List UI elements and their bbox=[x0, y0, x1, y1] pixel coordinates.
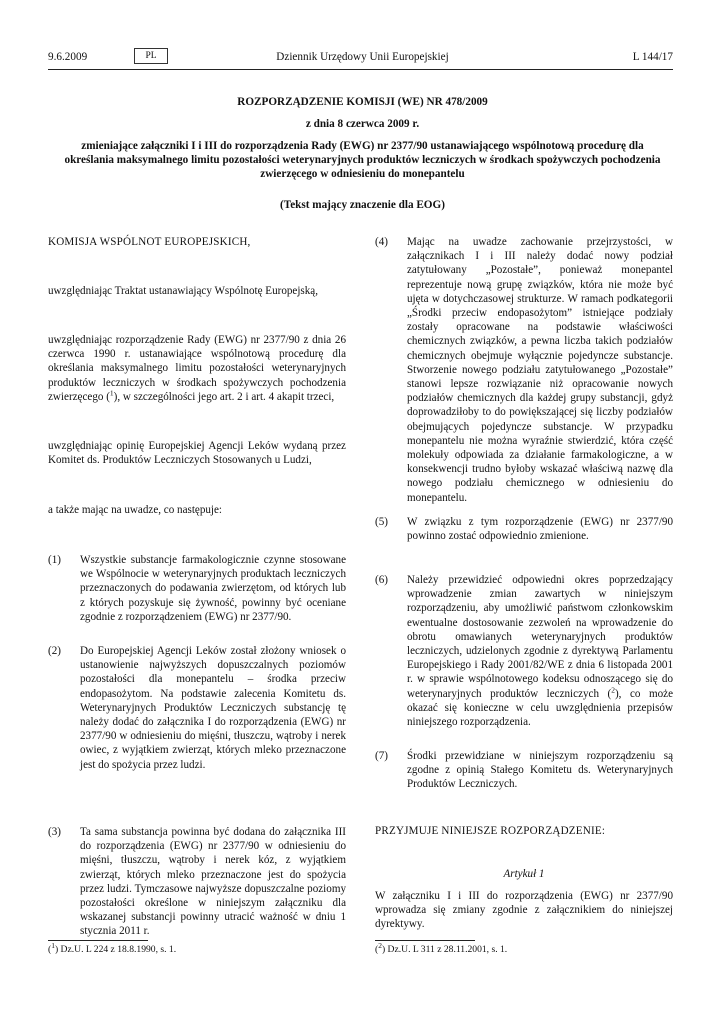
recital-item: (7) Środki przewidziane w niniejszym rozporządzeniu są zgodne z opinią Stałego Komitetu ds. Weterynaryjnych Produktów Leczniczych. bbox=[375, 750, 673, 791]
recital-item: (4) Mając na uwadze zachowanie przejrzystości, w załącznikach I i III należy dodać nowy podział zatytułowany „Pozostałe”, ponieważ monepantel reprezentuje nową grupę związków, która nie może być ujęta w dotychczasowej strukturze. W ramach podkategorii „Środki przeciw endopasożytom” istniejące podziały zostały opracowane na podstawie właściwości chemicznych związków, a pewna liczba takich podziałów chemicznych obejmuje wyłącznie pojedyncze substancje. Stworzenie nowego podziału zatytułowanego „Pozostałe” stanowi lepsze rozwiązanie niż opracowanie nowych podziałów chemicznych dla każdej grupy substancji, gdyż doprowadziłoby to do powiększającej się liczby podziałów obejmujących pojedyncze substancje. W przypadku monepantelu nie można wyraźnie stwierdzić, która część molekuły odpowiada za działanie farmakologiczne, a w konsekwencji trudno byłoby wskazać właściwą nazwę dla nowego podziału chemicznego w odniesieniu do monepantelu. bbox=[375, 236, 673, 504]
recital-item: (6) Należy przewidzieć odpowiedni okres poprzedzający wprowadzenie zmian zawartych w niniejszym rozporządzeniu, aby umożliwić państwom członkowskim ewentualne dostosowanie zezwoleń na wprowadzenie do obrotu omawianych weterynaryjnych produktów leczniczych, udzielonych zgodnie z dyrektywą Parlamentu Europejskiego i Rady 2001/82/WE z dnia 6 listopada 2001 r. w sprawie wspólnotowego kodeksu odnoszącego się do weterynaryjnych produktów leczniczych ($^2$), co może okazać się konieczne w celu uwzględnienia przepisów niniejszego rozporządzenia. bbox=[375, 574, 673, 729]
language-badge: PL bbox=[134, 48, 168, 64]
recital-regulation: uwzględniając rozporządzenie Rady (EWG) nr 2377/90 z dnia 26 czerwca 1990 r. ustanawiające wspólnotową procedurę dla określania maksymalnego limitu pozostałości weterynaryjnych produktów leczniczych w środkach spożywczych pochodzenia zwierzęcego ($^1$), w szczególności jego art. 2 i art. 4 akapit trzeci, bbox=[48, 334, 346, 403]
page-number: L 144/17 bbox=[632, 51, 673, 63]
authority: KOMISJA WSPÓLNOT EUROPEJSKICH, bbox=[48, 236, 251, 248]
article-title: Artykuł 1 bbox=[503, 868, 545, 880]
eea-relevance: (Tekst mający znaczenie dla EOG) bbox=[280, 199, 445, 211]
recital-item: (1) Wszystkie substancje farmakologicznie czynne stosowane we Wspólnocie w weterynaryjnych produktach leczniczych przeznaczonych do podawania zwierzętom, od których lub z których pozyskuje się żywność, powinny być oceniane zgodnie z rozporządzeniem (EWG) nr 2377/90. bbox=[48, 554, 346, 623]
footnote-2: ($^2$) Dz.U. L 311 z 28.11.2001, s. 1. bbox=[375, 940, 508, 955]
footnote-divider bbox=[48, 940, 148, 941]
recital-item: (3) Ta sama substancja powinna być dodana do załącznika III do rozporządzenia (EWG) nr 2377/90 w odniesieniu do mięśni, tłuszczu, wątroby i nerek kóz, z wyjątkiem zwierząt, których mleko przeznaczone jest do spożycia przez ludzi. Tymczasowe najwyższe dopuszczalne poziomy pozostałości określone w niniejszym załączniku dla wskazanej substancji powinny utracić ważność w dniu 1 stycznia 2011 r. bbox=[48, 826, 346, 938]
footnote-ref-2[interactable]: 2 bbox=[611, 684, 615, 694]
regulation-subject: zmieniające załączniki I i III do rozporządzenia Rady (EWG) nr 2377/90 ustanawiającego wspólnotową procedurę dla określania maksymalnego limitu pozostałości weterynaryjnych produktów leczniczych w środkach spożywczych pochodzenia zwierzęcego w odniesieniu do monepantelu bbox=[64, 140, 661, 180]
footnote-divider bbox=[375, 940, 475, 941]
whereas: a także mając na uwadze, co następuje: bbox=[48, 504, 223, 516]
recital-item: (2) Do Europejskiej Agencji Leków został złożony wniosek o ustanowienie najwyższych dopuszczalnych poziomów pozostałości dla monepantelu – środka przeciw endopasożytom. Na podstawie zalecenia Komitetu ds. Weterynaryjnych Produktów Leczniczych substancję tę należy dodać do załącznika I do rozporządzenia (EWG) nr 2377/90 w odniesieniu do mięśni, tłuszczu, wątroby i nerek owiec, z wyjątkiem zwierząt, których mleko przeznaczone jest do spożycia przez ludzi. bbox=[48, 645, 346, 771]
footnote-1: ($^1$) Dz.U. L 224 z 18.8.1990, s. 1. bbox=[48, 940, 177, 955]
article-text: W załączniku I i III do rozporządzenia (EWG) nr 2377/90 wprowadza się zmiany zgodnie z załącznikiem do niniejszej dyrektywy. bbox=[375, 890, 673, 931]
recital-item: (5) W związku z tym rozporządzenie (EWG) nr 2377/90 powinno zostać odpowiednio zmienione. bbox=[375, 516, 673, 543]
footnote-ref-1[interactable]: 1 bbox=[109, 388, 114, 398]
regulation-date: z dnia 8 czerwca 2009 r. bbox=[305, 118, 420, 130]
regulation-title: ROZPORZĄDZENIE KOMISJI (WE) NR 478/2009 bbox=[237, 96, 488, 108]
recital-ema: uwzględniając opinię Europejskiej Agencji Leków wydaną przez Komitet ds. Produktów Leczniczych Stosowanych u Ludzi, bbox=[48, 440, 346, 467]
journal-title: Dziennik Urzędowy Unii Europejskiej bbox=[276, 51, 449, 63]
recital-treaty: uwzględniając Traktat ustanawiający Wspólnotę Europejską, bbox=[48, 285, 318, 297]
header-date: 9.6.2009 bbox=[48, 51, 88, 63]
adoption-formula: PRZYJMUJE NINIEJSZE ROZPORZĄDZENIE: bbox=[375, 825, 606, 837]
header-divider bbox=[48, 69, 673, 70]
